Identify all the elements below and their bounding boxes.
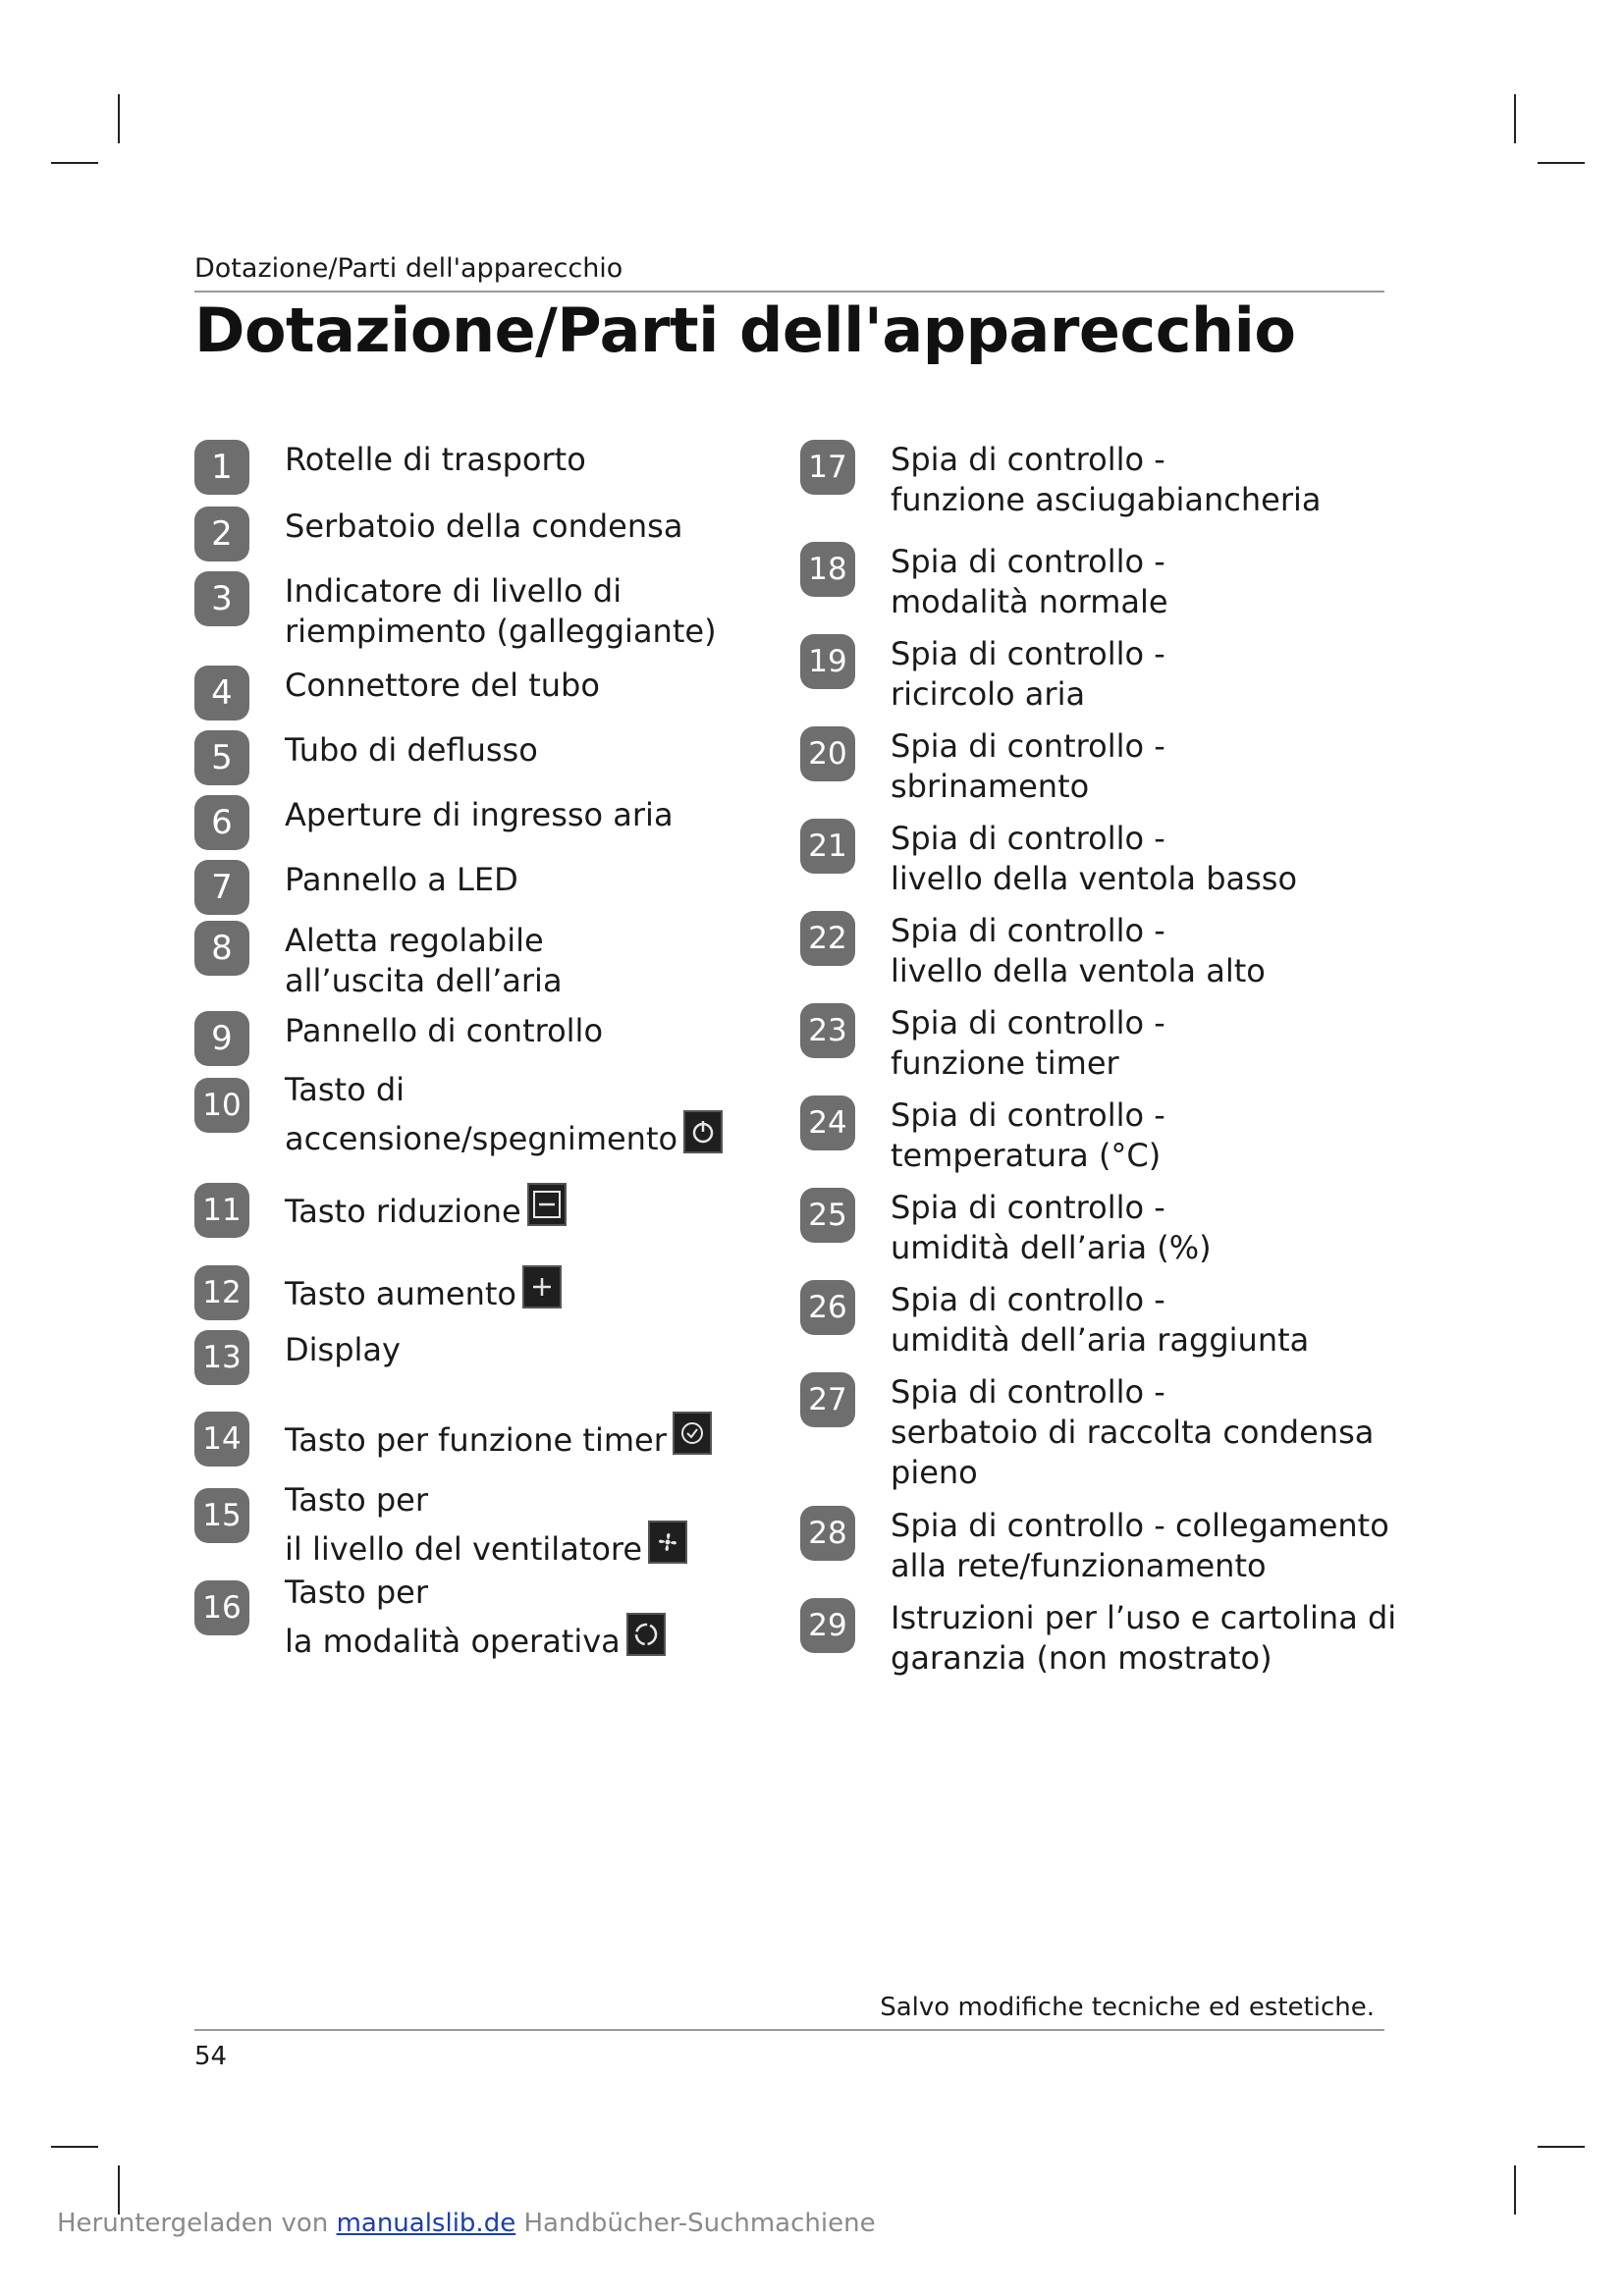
item-number-badge: 8 [194,921,249,976]
item-label [891,542,1168,622]
parts-list-item [194,440,586,495]
item-number-badge: 20 [800,726,855,781]
item-label-line: Spia di controllo - [891,1373,1165,1411]
item-number-badge: 17 [800,440,855,495]
item-label-line: alla rete/funzionamento [891,1547,1267,1584]
item-number-badge: 6 [194,795,249,850]
download-prefix: Heruntergeladen von [57,2209,329,2238]
item-label-line-with-icon [285,1183,567,1232]
item-label [891,440,1322,520]
item-label-line: Tasto per [285,1481,428,1519]
running-head: Dotazione/Parti dell'apparecchio [194,253,623,284]
minus-icon [527,1183,567,1226]
item-label-line: riempimento (galleggiante) [285,613,717,650]
parts-list-item [194,666,600,721]
item-number-badge: 14 [194,1412,249,1467]
item-number-badge: 4 [194,666,249,721]
mode-icon [626,1613,666,1656]
item-label-line: Connettore del tubo [285,667,600,704]
item-label-line: Istruzioni per l’uso e cartolina di [891,1599,1397,1636]
item-label-line: Spia di controllo - [891,727,1165,765]
item-label [891,1003,1165,1084]
item-label-line: Spia di controllo - [891,543,1165,580]
item-label [285,1330,401,1370]
crop-mark [1538,2146,1585,2148]
item-label-line: funzione asciugabiancheria [891,481,1322,518]
item-number-badge: 10 [194,1078,249,1133]
item-label-line: Spia di controllo - [891,1189,1165,1226]
crop-mark [118,94,120,143]
item-label-line: umidità dell’aria (%) [891,1229,1212,1266]
item-label-line-with-icon [285,1521,687,1570]
parts-list-item [194,1574,666,1662]
item-number-badge: 13 [194,1330,249,1385]
item-number-badge: 28 [800,1506,855,1561]
item-label-line: ricircolo aria [891,675,1086,713]
item-label-line: pieno [891,1454,978,1491]
item-number-badge: 16 [194,1580,249,1635]
item-label [891,634,1165,715]
item-label-line: Pannello a LED [285,861,518,898]
item-label [285,507,682,547]
item-label-line: umidità dell’aria raggiunta [891,1321,1310,1359]
parts-list-item [194,921,563,1001]
crop-mark [1514,2165,1516,2215]
item-label [285,1183,567,1232]
item-number-badge: 24 [800,1095,855,1150]
item-label-line-with-icon [285,1265,562,1314]
item-label-line: Tasto per funzione timer [285,1421,667,1459]
manualslib-link[interactable]: manualslib.de [336,2209,516,2238]
item-label-line: Indicatore di livello di [285,572,623,610]
parts-list-item [800,1095,1165,1176]
parts-list-item [194,860,518,915]
item-label [891,1372,1374,1493]
timer-icon [673,1412,712,1455]
item-number-badge: 18 [800,542,855,597]
item-label-line: temperatura (°C) [891,1137,1162,1174]
parts-list-item [800,911,1266,991]
parts-list-item [800,634,1165,715]
parts-list-item [194,1071,723,1159]
item-label-line: funzione timer [891,1044,1119,1082]
item-number-badge: 3 [194,571,249,626]
parts-list-item [194,1330,401,1385]
parts-list-item [800,542,1168,622]
parts-list-item [194,507,682,561]
item-label-line: Serbatoio della condensa [285,507,683,545]
item-number-badge: 27 [800,1372,855,1427]
item-label-line: Rotelle di trasporto [285,441,586,478]
item-label-line: sbrinamento [891,768,1090,805]
item-label-line-with-icon [285,1412,712,1461]
item-label-line: all’uscita dell’aria [285,962,563,999]
parts-list-item [800,1188,1212,1268]
item-label-line: Display [285,1331,401,1368]
item-number-badge: 23 [800,1003,855,1058]
item-label [285,1573,666,1662]
item-number-badge: 5 [194,730,249,785]
item-label [891,1506,1389,1586]
item-label [891,1188,1212,1268]
item-label [285,1011,603,1051]
item-number-badge: 22 [800,911,855,966]
footer-rule [194,2029,1384,2031]
item-label [285,1265,562,1314]
item-label-line: Pannello di controllo [285,1012,604,1049]
fan-icon [648,1521,687,1564]
item-number-badge: 29 [800,1598,855,1653]
item-number-badge: 12 [194,1265,249,1320]
crop-mark [1538,162,1585,164]
parts-list-item [194,1011,603,1066]
parts-list-item [194,730,538,785]
item-label-line: livello della ventola basso [891,860,1298,897]
item-label-line: Spia di controllo - collegamento [891,1507,1389,1544]
crop-mark [1514,94,1516,143]
page-title: Dotazione/Parti dell'apparecchio [194,294,1296,366]
item-label-line: Tasto aumento [285,1275,516,1312]
parts-list-item [194,1412,712,1467]
item-label-line: serbatoio di raccolta condensa [891,1414,1375,1451]
parts-list-item [194,795,674,850]
parts-list-item [194,1265,562,1320]
item-label [285,921,563,1001]
item-label-line: Spia di controllo - [891,1281,1165,1318]
item-number-badge: 15 [194,1488,249,1543]
item-label [285,1070,723,1159]
item-label-line: Spia di controllo - [891,1096,1165,1134]
crop-mark [51,2146,98,2148]
item-label [285,795,674,835]
item-label-line: Aperture di ingresso aria [285,796,674,833]
item-label-line-with-icon [285,1110,723,1159]
item-label [891,1598,1396,1679]
item-label-line: Tubo di deflusso [285,731,538,769]
item-label [891,1280,1309,1361]
parts-list-item [800,1003,1165,1084]
item-label-line: Spia di controllo - [891,441,1165,478]
item-number-badge: 9 [194,1011,249,1066]
item-label [285,571,717,652]
item-label-line: Spia di controllo - [891,820,1165,857]
item-label-line: Aletta regolabile [285,922,544,959]
item-label-line: garanzia (non mostrato) [891,1639,1272,1677]
power-icon [683,1110,723,1153]
item-label [285,860,518,900]
item-label [891,819,1297,899]
item-label-line: il livello del ventilatore [285,1530,643,1568]
item-number-badge: 1 [194,440,249,495]
item-number-badge: 21 [800,819,855,874]
page-number: 54 [194,2042,228,2071]
footer-note: Salvo modifiche tecniche ed estetiche. [880,1993,1375,2022]
item-number-badge: 19 [800,634,855,689]
item-number-badge: 11 [194,1183,249,1238]
item-label-line: Spia di controllo - [891,912,1165,949]
item-label-line: Spia di controllo - [891,635,1165,672]
parts-list-item [800,1372,1374,1493]
item-label-line: Spia di controllo - [891,1004,1165,1041]
item-label [285,730,538,771]
item-number-badge: 26 [800,1280,855,1335]
item-label-line: Tasto per [285,1574,428,1611]
parts-list-item [800,1506,1389,1586]
item-label [285,1412,712,1461]
item-label [891,726,1165,807]
item-number-badge: 2 [194,507,249,561]
parts-list-item [800,440,1322,520]
item-label [891,1095,1165,1176]
parts-list-item [194,1183,567,1238]
header-rule [194,291,1384,293]
parts-list-item [194,571,717,652]
item-number-badge: 7 [194,860,249,915]
item-label-line: Tasto riduzione [285,1193,521,1230]
item-label [285,440,586,480]
crop-mark [51,162,98,164]
item-label [285,1480,687,1570]
item-label [285,666,600,706]
item-label-line: accensione/spegnimento [285,1120,678,1157]
item-label-line: Tasto di [285,1071,406,1108]
item-number-badge: 25 [800,1188,855,1243]
item-label [891,911,1266,991]
parts-list-item [800,819,1297,899]
item-label-line: livello della ventola alto [891,952,1266,989]
download-notice [57,2209,876,2238]
parts-list-item [194,1481,687,1570]
parts-list-item [800,1280,1309,1361]
item-label-line: modalità normale [891,583,1168,620]
plus-icon [522,1265,562,1308]
parts-list-item [800,726,1165,807]
item-label-line-with-icon [285,1613,666,1662]
download-suffix: Handbücher-Suchmachiene [523,2209,876,2238]
parts-list-item [800,1598,1396,1679]
item-label-line: la modalità operativa [285,1623,621,1660]
crop-mark [118,2165,120,2215]
